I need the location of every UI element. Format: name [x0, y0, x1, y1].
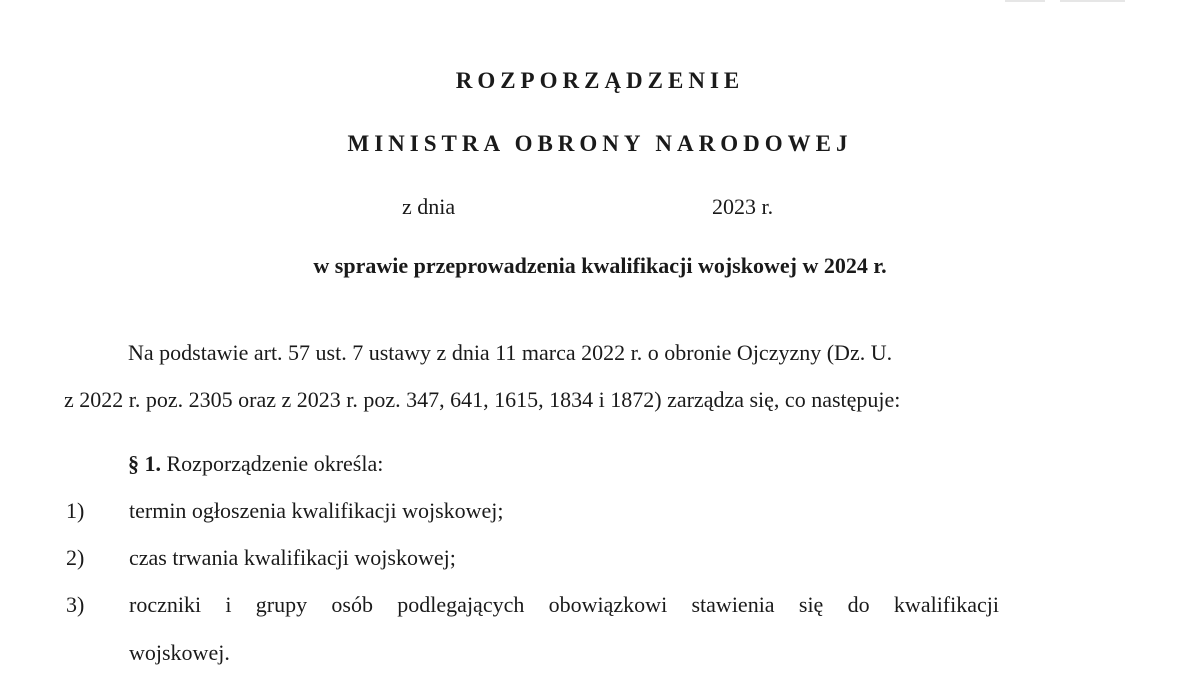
scan-artifact — [1005, 0, 1045, 2]
list-item-number: 3) — [66, 592, 85, 617]
section-number: § 1. — [128, 451, 161, 476]
list-item-number: 2) — [66, 545, 85, 570]
issuing-authority: MINISTRA OBRONY NARODOWEJ — [347, 131, 853, 156]
list-item-text: roczniki i grupy osób podlegających obowiązkowi stawienia się do kwalifikacji — [129, 592, 999, 617]
scan-artifact — [1060, 0, 1125, 2]
date-prefix: z dnia — [402, 194, 456, 219]
date-year: 2023 r. — [712, 194, 774, 219]
preamble-line-1: Na podstawie art. 57 ust. 7 ustawy z dnia 11 marca 2022 r. o obronie Ojczyzny (Dz. U. — [128, 340, 893, 365]
list-item-text: czas trwania kwalifikacji wojskowej; — [129, 545, 456, 570]
document-subject: w sprawie przeprowadzenia kwalifikacji wojskowej w 2024 r. — [313, 253, 887, 278]
list-item-continuation: wojskowej. — [129, 640, 230, 665]
document-title: ROZPORZĄDZENIE — [455, 68, 745, 93]
section-heading — [128, 451, 383, 477]
list-item-text: termin ogłoszenia kwalifikacji wojskowej; — [129, 498, 504, 523]
section-intro: Rozporządzenie określa: — [161, 451, 384, 476]
list-item-number: 1) — [66, 498, 85, 523]
preamble-line-2: z 2022 r. poz. 2305 oraz z 2023 r. poz. 347, 641, 1615, 1834 i 1872) zarządza się, co następuje: — [64, 387, 901, 412]
